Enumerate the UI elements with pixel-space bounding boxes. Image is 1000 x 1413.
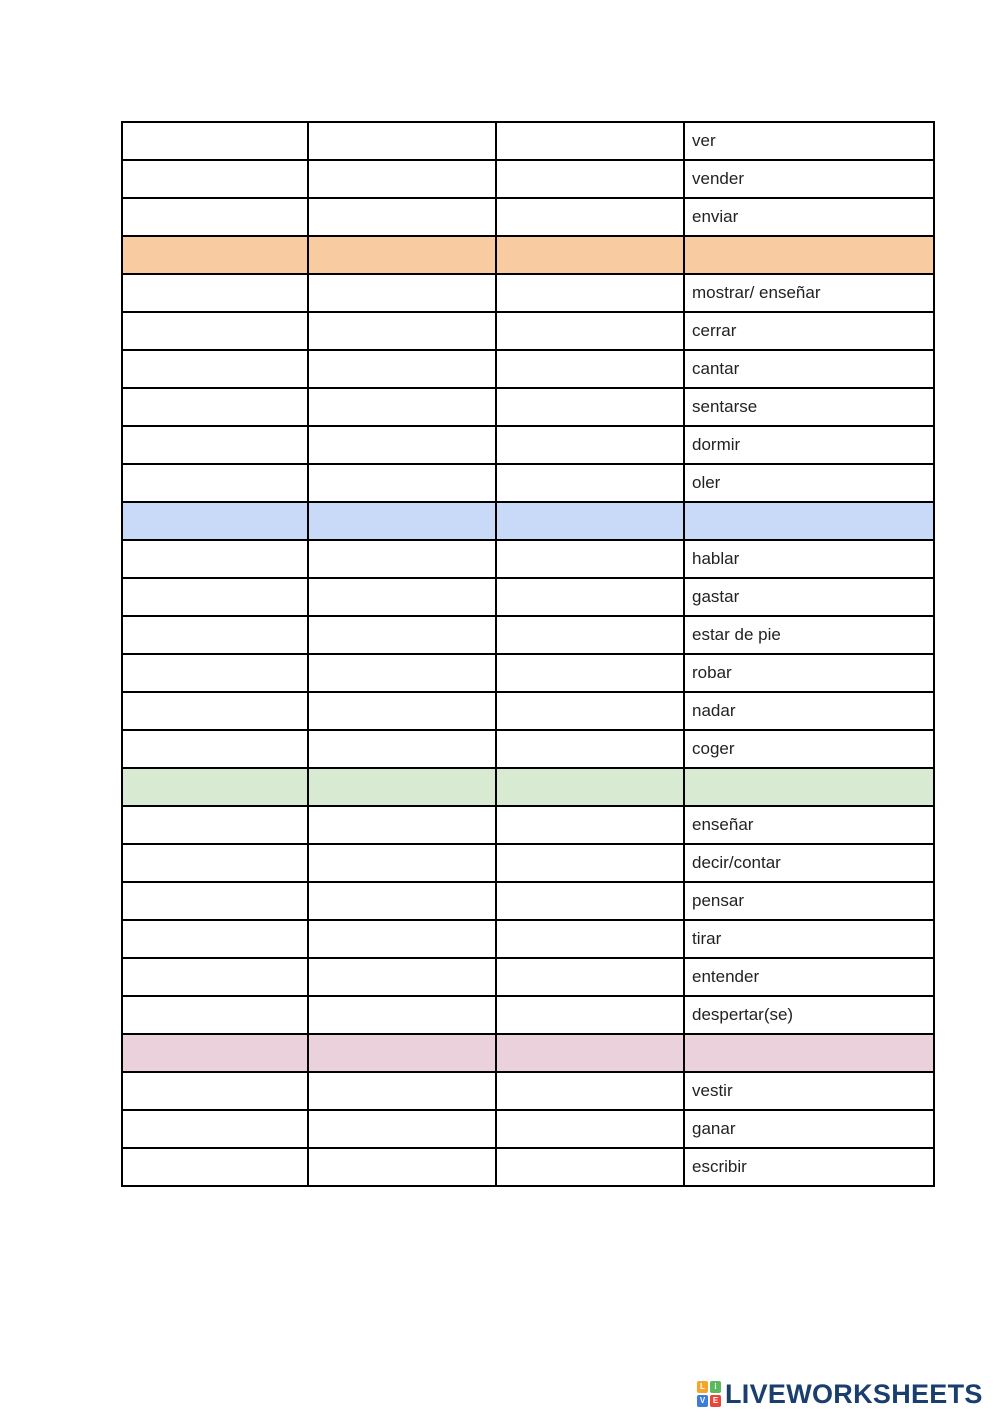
verb-row <box>122 654 934 692</box>
answer-cell[interactable] <box>122 616 308 654</box>
verb-row <box>122 1072 934 1110</box>
answer-cell[interactable] <box>122 654 308 692</box>
spanish-verb-cell: tirar <box>684 920 934 958</box>
verb-worksheet-table <box>121 121 935 1187</box>
verb-row <box>122 920 934 958</box>
answer-cell[interactable] <box>308 616 496 654</box>
spanish-verb-cell: robar <box>684 654 934 692</box>
answer-cell[interactable] <box>122 426 308 464</box>
section-separator-orange <box>122 236 934 274</box>
spanish-verb-cell: hablar <box>684 540 934 578</box>
answer-cell[interactable] <box>496 806 684 844</box>
spanish-verb-cell: despertar(se) <box>684 996 934 1034</box>
answer-cell[interactable] <box>122 958 308 996</box>
answer-cell[interactable] <box>496 730 684 768</box>
answer-cell[interactable] <box>122 1148 308 1186</box>
answer-cell[interactable] <box>308 654 496 692</box>
section-separator-blue <box>122 502 934 540</box>
verb-row <box>122 844 934 882</box>
liveworksheets-logo-icon <box>697 1381 721 1407</box>
spanish-verb-cell: ver <box>684 122 934 160</box>
answer-cell[interactable] <box>496 122 684 160</box>
section-separator-pink <box>122 1034 934 1072</box>
separator-cell <box>122 236 308 274</box>
spanish-verb-cell: mostrar/ enseñar <box>684 274 934 312</box>
separator-cell <box>122 1034 308 1072</box>
verb-row <box>122 730 934 768</box>
answer-cell[interactable] <box>308 920 496 958</box>
logo-tile-i: i <box>710 1381 721 1393</box>
answer-cell[interactable] <box>496 958 684 996</box>
answer-cell[interactable] <box>496 1072 684 1110</box>
verb-row <box>122 958 934 996</box>
spanish-verb-cell: decir/contar <box>684 844 934 882</box>
brand-name: LIVEWORKSHEETS <box>725 1378 983 1409</box>
logo-tile-v: V <box>697 1395 708 1407</box>
verb-row <box>122 996 934 1034</box>
answer-cell[interactable] <box>496 540 684 578</box>
answer-cell[interactable] <box>496 578 684 616</box>
answer-cell[interactable] <box>496 464 684 502</box>
verb-row <box>122 692 934 730</box>
answer-cell[interactable] <box>122 122 308 160</box>
answer-cell[interactable] <box>308 692 496 730</box>
answer-cell[interactable] <box>122 464 308 502</box>
answer-cell[interactable] <box>308 958 496 996</box>
spanish-verb-cell: dormir <box>684 426 934 464</box>
verb-row <box>122 198 934 236</box>
spanish-verb-cell: enseñar <box>684 806 934 844</box>
separator-cell <box>308 502 496 540</box>
verb-row <box>122 1110 934 1148</box>
answer-cell[interactable] <box>122 920 308 958</box>
liveworksheets-brand <box>697 1378 983 1410</box>
separator-cell <box>496 1034 684 1072</box>
answer-cell[interactable] <box>496 388 684 426</box>
answer-cell[interactable] <box>496 882 684 920</box>
spanish-verb-cell: ganar <box>684 1110 934 1148</box>
answer-cell[interactable] <box>122 996 308 1034</box>
worksheet-body <box>122 122 934 1186</box>
spanish-verb-cell: cerrar <box>684 312 934 350</box>
answer-cell[interactable] <box>496 692 684 730</box>
answer-cell[interactable] <box>122 692 308 730</box>
answer-cell[interactable] <box>122 1110 308 1148</box>
answer-cell[interactable] <box>122 388 308 426</box>
answer-cell[interactable] <box>496 920 684 958</box>
verb-row <box>122 426 934 464</box>
spanish-verb-cell: cantar <box>684 350 934 388</box>
answer-cell[interactable] <box>308 806 496 844</box>
separator-cell <box>122 768 308 806</box>
spanish-verb-cell: vestir <box>684 1072 934 1110</box>
answer-cell[interactable] <box>496 996 684 1034</box>
separator-cell <box>684 502 934 540</box>
answer-cell[interactable] <box>496 616 684 654</box>
separator-cell <box>496 236 684 274</box>
answer-cell[interactable] <box>308 844 496 882</box>
answer-cell[interactable] <box>308 198 496 236</box>
separator-cell <box>496 768 684 806</box>
answer-cell[interactable] <box>308 350 496 388</box>
answer-cell[interactable] <box>122 806 308 844</box>
verb-row <box>122 1148 934 1186</box>
separator-cell <box>684 236 934 274</box>
answer-cell[interactable] <box>308 274 496 312</box>
separator-cell <box>496 502 684 540</box>
separator-cell <box>308 768 496 806</box>
answer-cell[interactable] <box>308 312 496 350</box>
answer-cell[interactable] <box>122 540 308 578</box>
answer-cell[interactable] <box>496 160 684 198</box>
separator-cell <box>122 502 308 540</box>
answer-cell[interactable] <box>122 350 308 388</box>
verb-row <box>122 350 934 388</box>
spanish-verb-cell: nadar <box>684 692 934 730</box>
answer-cell[interactable] <box>122 1072 308 1110</box>
spanish-verb-cell: pensar <box>684 882 934 920</box>
answer-cell[interactable] <box>308 464 496 502</box>
verb-row <box>122 464 934 502</box>
answer-cell[interactable] <box>496 426 684 464</box>
verb-row <box>122 540 934 578</box>
verb-row <box>122 388 934 426</box>
verb-row <box>122 122 934 160</box>
answer-cell[interactable] <box>496 1110 684 1148</box>
verb-row <box>122 578 934 616</box>
separator-cell <box>308 1034 496 1072</box>
section-separator-green <box>122 768 934 806</box>
separator-cell <box>308 236 496 274</box>
spanish-verb-cell: enviar <box>684 198 934 236</box>
logo-tile-e: E <box>710 1395 721 1407</box>
spanish-verb-cell: estar de pie <box>684 616 934 654</box>
answer-cell[interactable] <box>308 730 496 768</box>
answer-cell[interactable] <box>496 198 684 236</box>
answer-cell[interactable] <box>308 578 496 616</box>
answer-cell[interactable] <box>308 540 496 578</box>
verb-row <box>122 616 934 654</box>
answer-cell[interactable] <box>122 844 308 882</box>
answer-cell[interactable] <box>308 388 496 426</box>
answer-cell[interactable] <box>496 274 684 312</box>
separator-cell <box>684 1034 934 1072</box>
answer-cell[interactable] <box>308 1072 496 1110</box>
verb-row <box>122 882 934 920</box>
answer-cell[interactable] <box>122 160 308 198</box>
answer-cell[interactable] <box>122 578 308 616</box>
spanish-verb-cell: entender <box>684 958 934 996</box>
answer-cell[interactable] <box>496 350 684 388</box>
answer-cell[interactable] <box>122 312 308 350</box>
spanish-verb-cell: oler <box>684 464 934 502</box>
answer-cell[interactable] <box>122 274 308 312</box>
answer-cell[interactable] <box>122 198 308 236</box>
answer-cell[interactable] <box>496 654 684 692</box>
verb-row <box>122 806 934 844</box>
logo-tile-l: L <box>697 1381 708 1393</box>
answer-cell[interactable] <box>496 844 684 882</box>
spanish-verb-cell: sentarse <box>684 388 934 426</box>
answer-cell[interactable] <box>308 426 496 464</box>
answer-cell[interactable] <box>122 882 308 920</box>
answer-cell[interactable] <box>496 1148 684 1186</box>
spanish-verb-cell: coger <box>684 730 934 768</box>
verb-row <box>122 274 934 312</box>
separator-cell <box>684 768 934 806</box>
answer-cell[interactable] <box>308 882 496 920</box>
answer-cell[interactable] <box>308 122 496 160</box>
spanish-verb-cell: escribir <box>684 1148 934 1186</box>
answer-cell[interactable] <box>496 312 684 350</box>
answer-cell[interactable] <box>308 996 496 1034</box>
answer-cell[interactable] <box>308 160 496 198</box>
answer-cell[interactable] <box>122 730 308 768</box>
answer-cell[interactable] <box>308 1148 496 1186</box>
spanish-verb-cell: gastar <box>684 578 934 616</box>
answer-cell[interactable] <box>308 1110 496 1148</box>
verb-row <box>122 160 934 198</box>
spanish-verb-cell: vender <box>684 160 934 198</box>
verb-row <box>122 312 934 350</box>
